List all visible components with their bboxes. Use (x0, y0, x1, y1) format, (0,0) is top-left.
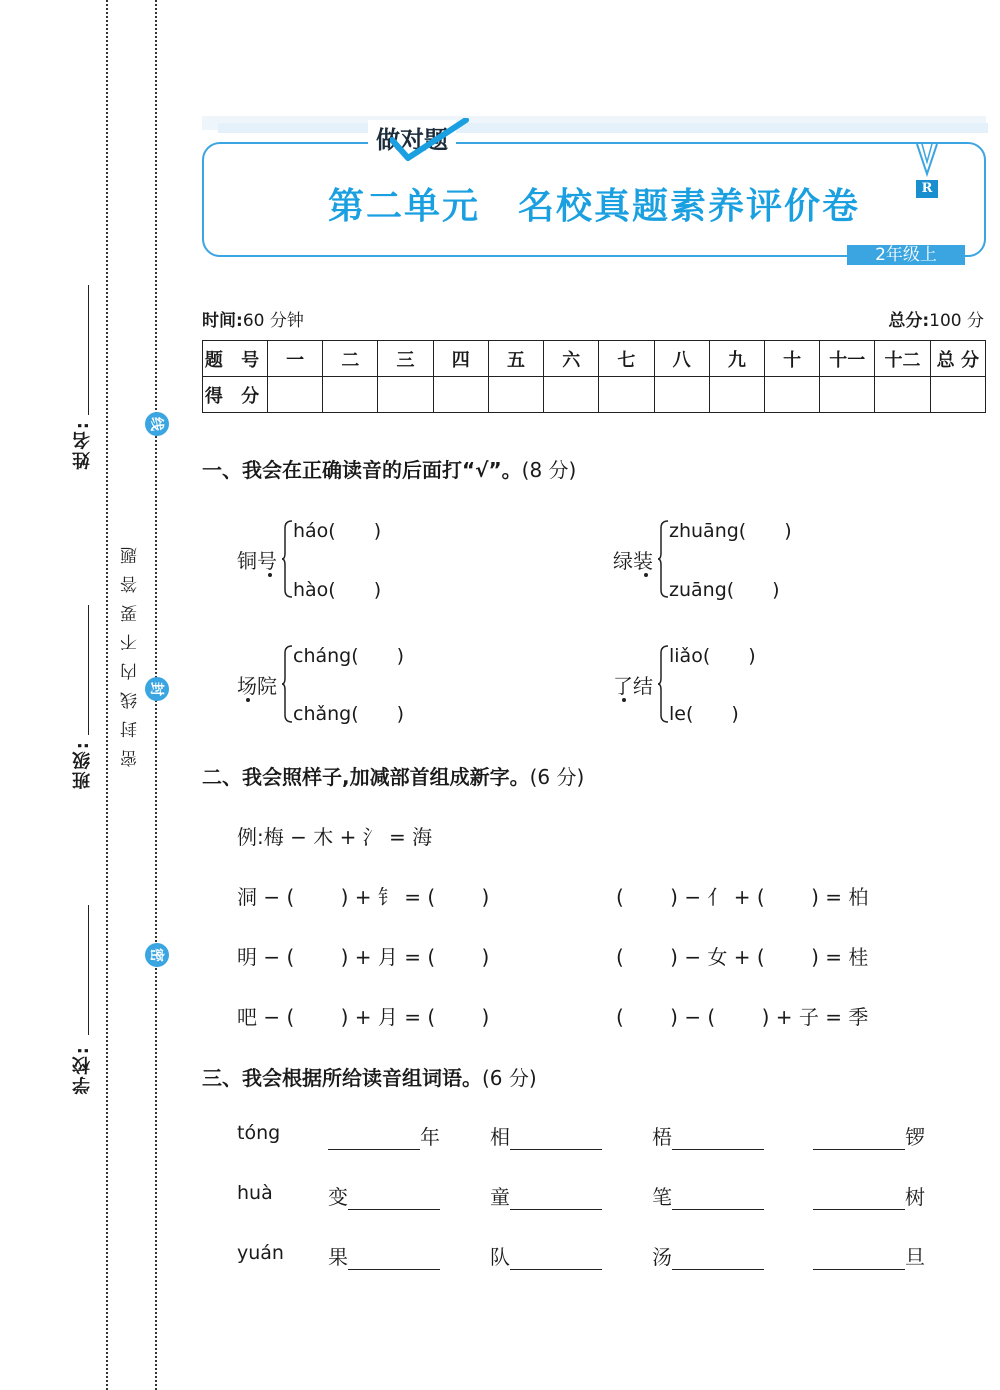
grade-tag: 2年级上 (847, 245, 965, 265)
publisher-badge: R (916, 180, 938, 198)
total-value: 100 分 (929, 311, 984, 331)
score-cell[interactable] (544, 377, 599, 413)
q1-option[interactable]: liǎo( ) (669, 645, 756, 667)
total-info (888, 306, 984, 331)
col-12: 十二 (875, 341, 930, 377)
q3-blank-item[interactable]: 笔 (652, 1181, 764, 1210)
seal-warning: 密封线内不要答题 (121, 535, 141, 767)
q3-pinyin: tóng (237, 1122, 281, 1144)
q3-blank-item[interactable]: 汤 (652, 1241, 764, 1270)
col-6: 六 (544, 341, 599, 377)
emphasis-dot (644, 573, 648, 577)
score-cell[interactable] (433, 377, 488, 413)
row-label-score: 得 分 (203, 377, 268, 413)
total-label: 总分: (888, 311, 930, 331)
name-field[interactable] (88, 285, 89, 415)
score-cell[interactable] (764, 377, 819, 413)
q2-item[interactable]: 明 − ( ) + 月 = ( ) (237, 945, 490, 969)
q3-pinyin: yuán (237, 1242, 284, 1264)
school-label: 学校: (72, 1045, 93, 1095)
row-label-question: 题 号 (203, 341, 268, 377)
q3-blank-item[interactable]: 锣 (813, 1121, 925, 1150)
brand-logo: 做对题 (368, 120, 456, 155)
col-9: 九 (709, 341, 764, 377)
score-cell[interactable] (488, 377, 543, 413)
q1-points: (8 分) (521, 458, 577, 482)
brace-icon (281, 520, 293, 598)
q1-option[interactable]: chǎng( ) (293, 703, 405, 725)
checkmark-icon (390, 118, 470, 166)
score-cell[interactable] (599, 377, 654, 413)
score-cell[interactable] (709, 377, 764, 413)
col-total: 总 分 (930, 341, 985, 377)
score-cell[interactable] (268, 377, 323, 413)
time-info (202, 306, 304, 331)
q3-blank-item[interactable]: 梧 (652, 1121, 764, 1150)
col-10: 十 (764, 341, 819, 377)
brace-icon (657, 520, 669, 598)
q3-heading-text: 三、我会根据所给读音组词语。 (202, 1066, 482, 1090)
q3-blank-item[interactable]: 队 (490, 1241, 602, 1270)
bookmark-icon (914, 144, 940, 180)
q3-heading (202, 1062, 537, 1091)
q2-item[interactable]: 吧 − ( ) + 月 = ( ) (237, 1005, 490, 1029)
score-cell[interactable] (378, 377, 433, 413)
q3-blank-item[interactable]: 年 (328, 1121, 440, 1150)
q3-blank-item[interactable]: 旦 (813, 1241, 925, 1270)
score-cell[interactable] (654, 377, 709, 413)
q1-option[interactable]: zuāng( ) (669, 579, 780, 601)
score-cell[interactable] (875, 377, 930, 413)
score-cell[interactable] (323, 377, 378, 413)
emphasis-dot (268, 573, 272, 577)
q3-blank-item[interactable]: 童 (490, 1181, 602, 1210)
q3-blank-item[interactable]: 树 (813, 1181, 925, 1210)
seal-mark-seal: 封 (145, 677, 169, 701)
q3-blank-item[interactable]: 相 (490, 1121, 602, 1150)
time-value: 60 分钟 (242, 311, 304, 331)
class-field[interactable] (88, 605, 89, 735)
seal-mark-line: 线 (145, 412, 169, 436)
q2-heading (202, 761, 584, 790)
q2-item[interactable]: ( ) − 女 + ( ) = 桂 (616, 945, 869, 969)
brace-icon (657, 645, 669, 723)
q2-heading-text: 二、我会照样子,加减部首组成新字。 (202, 765, 530, 789)
col-8: 八 (654, 341, 709, 377)
col-1: 一 (268, 341, 323, 377)
col-5: 五 (488, 341, 543, 377)
header-strip-inner (218, 123, 988, 133)
brace-icon (281, 645, 293, 723)
class-label: 班级: (72, 740, 93, 790)
q2-example: 例:梅 − 木 + 氵 = 海 (237, 825, 433, 849)
col-7: 七 (599, 341, 654, 377)
binding-line-outer (106, 0, 108, 1390)
score-cell-total[interactable] (930, 377, 985, 413)
q3-blank-item[interactable]: 果 (328, 1241, 440, 1270)
page-title: 第二单元 名校真题素养评价卷 (327, 186, 860, 227)
q1-word-4: 了结 (613, 674, 653, 698)
q2-item[interactable]: 洞 − ( ) + 钅 = ( ) (237, 885, 490, 909)
q1-option[interactable]: cháng( ) (293, 645, 405, 667)
q2-item[interactable]: ( ) − 亻 + ( ) = 柏 (616, 885, 869, 909)
q2-points: (6 分) (529, 765, 585, 789)
col-3: 三 (378, 341, 433, 377)
q1-word-2: 绿装 (613, 549, 653, 573)
q1-option[interactable]: le( ) (669, 703, 739, 725)
q1-option[interactable]: zhuāng( ) (669, 520, 792, 542)
emphasis-dot (622, 698, 626, 702)
col-2: 二 (323, 341, 378, 377)
score-table-header-row (203, 341, 986, 377)
q3-blank-item[interactable]: 变 (328, 1181, 440, 1210)
q1-word-1: 铜号 (237, 549, 277, 573)
col-11: 十一 (820, 341, 875, 377)
q1-word-3: 场院 (237, 674, 277, 698)
q3-points: (6 分) (482, 1066, 537, 1090)
q1-heading (202, 454, 576, 483)
time-label: 时间: (202, 311, 243, 331)
q1-option[interactable]: háo( ) (293, 520, 382, 542)
score-table-score-row (203, 377, 986, 413)
q1-option[interactable]: hào( ) (293, 579, 382, 601)
score-table (202, 340, 986, 413)
score-cell[interactable] (820, 377, 875, 413)
q1-heading-text: 一、我会在正确读音的后面打“√”。 (202, 458, 522, 482)
q3-pinyin: huà (237, 1182, 273, 1204)
emphasis-dot (246, 698, 250, 702)
seal-mark-secret: 密 (145, 943, 169, 967)
name-label: 姓名: (72, 420, 93, 470)
q2-item[interactable]: ( ) − ( ) + 子 = 季 (616, 1005, 869, 1029)
school-field[interactable] (88, 905, 89, 1035)
col-4: 四 (433, 341, 488, 377)
